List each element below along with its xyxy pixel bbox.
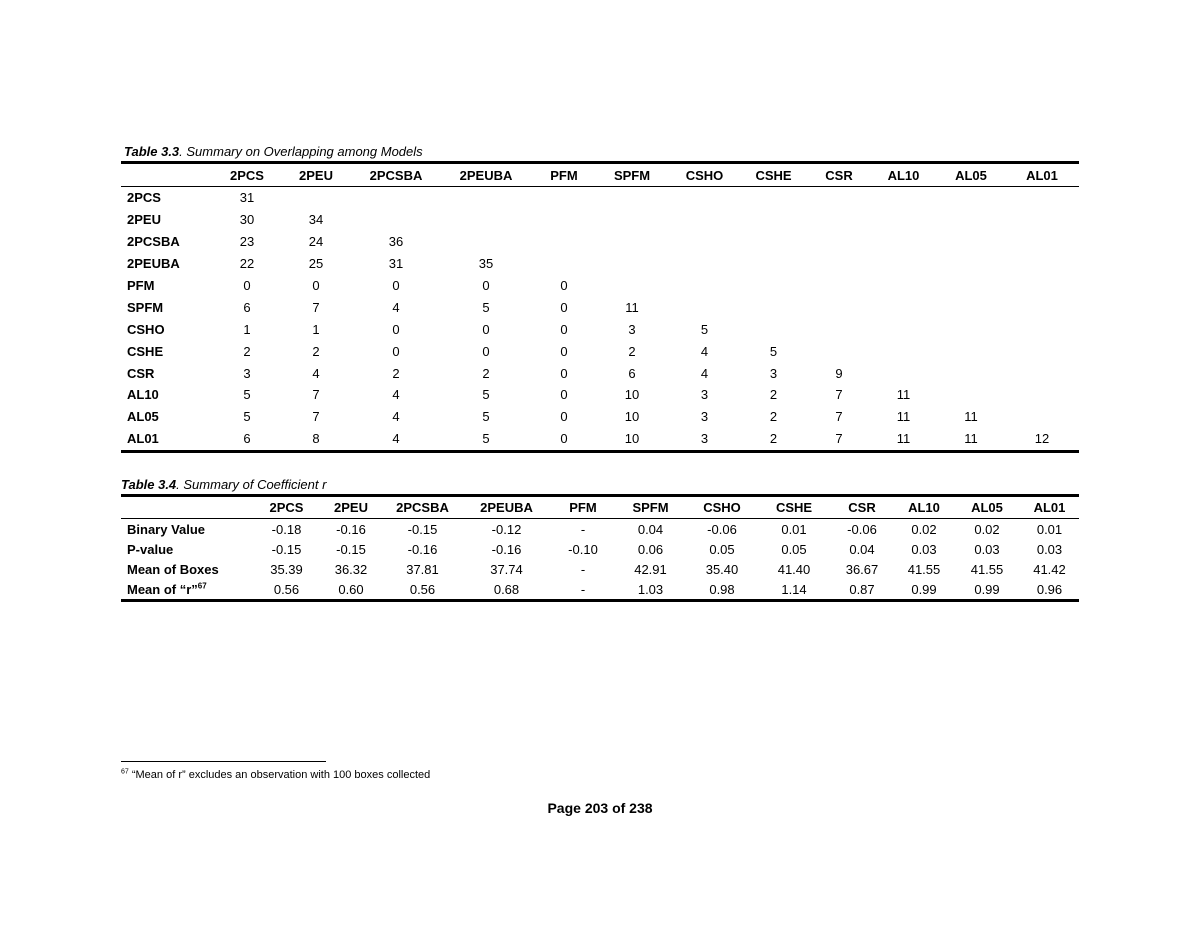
table-cell	[354, 187, 438, 209]
table-row	[121, 362, 1079, 384]
table-cell: 0.56	[273, 581, 300, 597]
table-cell: 3	[700, 431, 709, 447]
table-cell	[670, 296, 739, 318]
column-header: PFM	[534, 163, 594, 187]
table-cell: 0.05	[781, 541, 807, 557]
column-header: AL10	[894, 496, 954, 519]
table-cell: 6	[628, 365, 636, 381]
table-cell: -0.06	[847, 521, 877, 537]
table-cell: 41.40	[777, 561, 811, 577]
table-cell	[937, 275, 1005, 297]
table-cell	[438, 187, 534, 209]
column-header: 2PCSBA	[383, 496, 462, 519]
table-cell	[1005, 296, 1079, 318]
table-cell: 0	[560, 365, 568, 381]
row-label-text: AL10	[127, 387, 159, 403]
table-cell	[534, 231, 594, 253]
table-cell: 23	[239, 234, 255, 250]
table-cell: 1.03	[637, 581, 664, 597]
table-cell: -0.16	[491, 541, 522, 557]
table-cell: 41.55	[907, 561, 941, 577]
table-cell: 0	[560, 278, 568, 293]
table-cell: 3	[700, 387, 709, 403]
table-cell	[937, 340, 1005, 362]
table-cell: 11	[625, 299, 639, 315]
table-cell: 7	[312, 409, 320, 425]
table-cell: 0	[560, 431, 568, 447]
table-cell: 41.42	[1033, 561, 1066, 577]
table-cell	[594, 275, 670, 297]
table-cell	[870, 187, 937, 209]
column-header: CSHE	[739, 163, 808, 187]
row-label-text: 2PCSBA	[127, 234, 180, 250]
table-cell: -	[580, 561, 586, 577]
row-label	[121, 187, 216, 209]
table-cell: -0.06	[707, 521, 737, 537]
table-cell	[1005, 406, 1079, 428]
row-label	[121, 275, 216, 297]
table-cell	[1005, 253, 1079, 275]
column-header: AL05	[954, 496, 1020, 519]
column-header: CSR	[808, 163, 870, 187]
table-cell: 31	[239, 190, 255, 206]
table-cell	[670, 231, 739, 253]
table-cell	[739, 296, 808, 318]
table-cell	[739, 187, 808, 209]
table-cell	[870, 318, 937, 340]
table-cell: 7	[835, 431, 843, 447]
table-cell	[670, 209, 739, 231]
column-header: 2PCSBA	[354, 163, 438, 187]
table-cell: 5	[243, 387, 251, 403]
table-cell: 2	[392, 365, 400, 381]
column-header: 2PEU	[319, 496, 383, 519]
row-label-text: SPFM	[127, 299, 164, 315]
table-cell: 0.98	[709, 581, 735, 597]
table-3-4-caption	[121, 477, 326, 492]
table-cell	[808, 187, 870, 209]
table-row	[121, 539, 1079, 559]
table-cell: 11	[964, 431, 978, 447]
table-cell	[937, 318, 1005, 340]
table-cell: 11	[896, 431, 911, 447]
row-label-text: Binary Value	[127, 521, 206, 537]
column-header: CSHO	[686, 496, 758, 519]
footnote-mark: 67	[121, 768, 129, 776]
table-cell: -	[580, 581, 586, 597]
table-cell	[870, 340, 937, 362]
column-header: 2PEU	[278, 163, 354, 187]
row-label	[121, 318, 216, 340]
table-cell: 0.04	[637, 521, 664, 537]
table-cell: 5	[482, 431, 490, 447]
table-cell: 36	[388, 234, 404, 250]
table-cell: -0.16	[407, 541, 438, 557]
table-cell: 0	[560, 321, 568, 337]
table-cell: 9	[835, 365, 843, 381]
table-cell	[937, 231, 1005, 253]
table-cell: 0.02	[911, 521, 937, 537]
table-cell: 0.68	[493, 581, 520, 597]
table-cell: 0.02	[974, 521, 1000, 537]
row-label-text: 2PEU	[127, 212, 161, 228]
table-3-3-caption	[124, 144, 423, 159]
page-number: Page 203 of 238	[547, 800, 653, 816]
table-cell: 0.04	[849, 541, 875, 557]
table-cell: 22	[239, 256, 255, 272]
table-row	[121, 187, 1079, 209]
table-cell: 31	[388, 256, 404, 272]
footnote-ref: 67	[197, 581, 207, 591]
table-cell: 2	[769, 431, 778, 447]
table-cell	[808, 231, 870, 253]
row-label	[121, 384, 216, 406]
table-cell: 10	[624, 431, 640, 447]
table-cell	[670, 187, 739, 209]
table-cell	[870, 253, 937, 275]
table-cell: 11	[896, 387, 911, 403]
table-row	[121, 253, 1079, 275]
table-cell	[670, 253, 739, 275]
table-cell: 0.87	[849, 581, 875, 597]
table-row	[121, 318, 1079, 340]
table-cell: 12	[1034, 431, 1050, 447]
table-cell: 4	[700, 365, 709, 381]
table-cell	[1005, 340, 1079, 362]
table-cell: 5	[482, 387, 490, 403]
overlap-table	[121, 161, 1079, 453]
table-cell: 2	[312, 343, 320, 359]
column-header: CSHO	[670, 163, 739, 187]
table-cell: 0.01	[1036, 521, 1063, 537]
table-cell: 7	[312, 387, 320, 403]
table-cell	[870, 296, 937, 318]
table-cell: 4	[392, 387, 400, 403]
table-cell: 5	[769, 343, 778, 359]
table-cell: 0	[392, 321, 400, 337]
table-cell	[534, 253, 594, 275]
table-cell	[808, 318, 870, 340]
table-cell: 10	[624, 409, 640, 425]
table-cell	[1005, 209, 1079, 231]
table-cell: 24	[308, 234, 324, 250]
coefficient-table	[121, 494, 1079, 602]
table-cell: 35.40	[705, 561, 739, 577]
table-cell	[808, 340, 870, 362]
table-cell: 4	[392, 409, 400, 425]
table-cell: 0	[243, 278, 251, 293]
table-cell: 10	[624, 387, 640, 403]
table-cell	[438, 231, 534, 253]
table-cell: 30	[239, 212, 255, 228]
table-cell: 5	[482, 409, 490, 425]
table-cell: 1.14	[781, 581, 807, 597]
table-cell: 25	[308, 256, 324, 272]
table-cell: 2	[769, 409, 778, 425]
row-label-text: AL05	[127, 409, 159, 425]
table-cell	[937, 187, 1005, 209]
row-label-text: CSHO	[127, 321, 165, 337]
row-label	[121, 559, 254, 579]
column-header: SPFM	[615, 496, 686, 519]
table-cell	[937, 296, 1005, 318]
row-label	[121, 539, 254, 559]
table-cell	[594, 231, 670, 253]
table-cell: 5	[482, 299, 490, 315]
table-cell: 36.32	[334, 561, 368, 577]
table-cell	[1005, 275, 1079, 297]
table-cell: 0	[560, 409, 568, 425]
row-label-text: Mean of Boxes	[127, 561, 219, 577]
table-cell	[1005, 187, 1079, 209]
column-header: CSR	[830, 496, 894, 519]
row-label-text: CSHE	[127, 343, 164, 359]
table-cell: 2	[482, 365, 490, 381]
table-row	[121, 384, 1079, 406]
table-cell: 0	[392, 278, 400, 293]
table-cell: 37.74	[490, 561, 523, 577]
table-cell: 0.56	[409, 581, 436, 597]
table-cell: -0.18	[271, 521, 302, 537]
table-row	[121, 406, 1079, 428]
table-row	[121, 579, 1079, 601]
table-cell: 2	[628, 343, 636, 359]
footnote	[121, 769, 430, 781]
table-cell: 11	[964, 409, 978, 425]
table-cell: 4	[700, 343, 709, 359]
coefficient-table-header	[121, 496, 1079, 519]
column-header: 2PCS	[254, 496, 319, 519]
row-label	[121, 231, 216, 253]
table-cell: 5	[243, 409, 251, 425]
table-3-3-caption-lead: Table 3.3	[124, 144, 180, 159]
table-cell: 0.03	[911, 541, 937, 557]
table-cell	[808, 209, 870, 231]
table-cell: 42.91	[634, 561, 667, 577]
table-cell: 0	[560, 387, 568, 403]
table-cell: -0.15	[407, 521, 438, 537]
table-cell	[438, 209, 534, 231]
table-cell	[937, 209, 1005, 231]
table-cell: 0.99	[911, 581, 937, 597]
row-label	[121, 428, 216, 451]
table-cell	[1005, 318, 1079, 340]
table-cell: 7	[835, 387, 843, 403]
row-label-text: Mean of “r”	[127, 581, 198, 597]
header-corner	[121, 496, 254, 519]
row-label-text: AL01	[127, 431, 159, 447]
column-header: SPFM	[594, 163, 670, 187]
table-cell: 11	[896, 409, 911, 425]
table-cell: -0.12	[491, 521, 522, 537]
table-cell: 4	[392, 431, 400, 447]
column-header: AL05	[937, 163, 1005, 187]
column-header: 2PCS	[216, 163, 278, 187]
header-corner	[121, 163, 216, 187]
table-cell: 37.81	[406, 561, 439, 577]
table-cell: 0	[560, 343, 568, 359]
row-label-text: 2PEUBA	[127, 256, 180, 272]
table-cell	[870, 209, 937, 231]
table-3-4-caption-rest: . Summary of Coefficient r	[176, 477, 327, 492]
table-row	[121, 559, 1079, 579]
table-cell: 0	[560, 299, 568, 315]
table-cell: 0.05	[709, 541, 735, 557]
table-cell: 6	[243, 431, 251, 447]
table-cell: 0	[312, 278, 320, 293]
table-cell: 0	[482, 343, 490, 359]
column-header: AL01	[1020, 496, 1079, 519]
row-label	[121, 340, 216, 362]
table-cell	[278, 187, 354, 209]
table-row	[121, 340, 1079, 362]
row-label	[121, 362, 216, 384]
table-cell	[1005, 231, 1079, 253]
table-cell: -0.15	[336, 541, 366, 557]
table-cell	[937, 384, 1005, 406]
table-3-4-caption-lead: Table 3.4	[121, 477, 177, 492]
table-row	[121, 209, 1079, 231]
table-cell: -0.15	[271, 541, 302, 557]
table-cell: 0.06	[637, 541, 664, 557]
row-label	[121, 579, 254, 601]
row-label	[121, 296, 216, 318]
table-cell: -0.10	[568, 541, 598, 557]
table-cell: 3	[243, 365, 251, 381]
table-cell	[808, 296, 870, 318]
row-label-text: 2PCS	[127, 190, 161, 206]
table-3-3-caption-rest: . Summary on Overlapping among Models	[179, 144, 423, 159]
table-cell	[1005, 362, 1079, 384]
column-header: 2PEUBA	[438, 163, 534, 187]
table-cell	[670, 275, 739, 297]
table-cell	[739, 253, 808, 275]
table-cell: 7	[835, 409, 843, 425]
table-cell: -	[580, 521, 586, 537]
table-cell	[937, 253, 1005, 275]
table-cell: 0.03	[974, 541, 1000, 557]
table-row	[121, 296, 1079, 318]
table-cell	[870, 231, 937, 253]
table-cell: 7	[312, 299, 320, 315]
table-cell	[739, 209, 808, 231]
table-cell: 2	[769, 387, 778, 403]
row-label-text: PFM	[127, 278, 155, 293]
column-header: AL10	[870, 163, 937, 187]
table-cell	[594, 253, 670, 275]
table-cell: 6	[243, 299, 251, 315]
table-cell: 0	[482, 321, 490, 337]
table-cell	[354, 209, 438, 231]
table-cell: 41.55	[970, 561, 1004, 577]
row-label	[121, 519, 254, 540]
column-header: 2PEUBA	[462, 496, 551, 519]
table-cell: 35	[478, 256, 494, 272]
table-cell: 2	[243, 343, 251, 359]
table-cell	[808, 253, 870, 275]
table-cell	[870, 275, 937, 297]
table-cell: 3	[700, 409, 709, 425]
table-cell: 3	[628, 321, 636, 337]
table-cell	[534, 209, 594, 231]
table-cell	[739, 318, 808, 340]
table-cell	[534, 187, 594, 209]
table-cell: 34	[308, 212, 324, 228]
column-header: AL01	[1005, 163, 1079, 187]
table-row	[121, 428, 1079, 451]
table-cell	[870, 362, 937, 384]
footnote-text: “Mean of r” excludes an observation with 100 boxes collected	[128, 769, 431, 781]
table-row	[121, 231, 1079, 253]
table-cell: 3	[769, 365, 778, 381]
table-cell	[594, 187, 670, 209]
table-row	[121, 275, 1079, 297]
table-cell	[808, 275, 870, 297]
table-cell: 8	[312, 431, 320, 447]
table-cell	[1005, 384, 1079, 406]
table-cell: 4	[312, 365, 320, 381]
table-cell: 0.60	[338, 581, 364, 597]
table-cell	[937, 362, 1005, 384]
table-cell: 35.39	[270, 561, 303, 577]
column-header: PFM	[551, 496, 615, 519]
column-header: CSHE	[758, 496, 830, 519]
table-cell: 36.67	[845, 561, 879, 577]
table-cell: 0.96	[1036, 581, 1063, 597]
table-cell: 1	[243, 321, 251, 337]
row-label-text: P-value	[127, 541, 174, 557]
table-cell	[594, 209, 670, 231]
row-label-text: CSR	[127, 365, 155, 381]
overlap-table-header	[121, 163, 1079, 187]
table-cell	[739, 275, 808, 297]
table-cell: 0.01	[781, 521, 807, 537]
table-cell: 0	[392, 343, 400, 359]
row-label	[121, 406, 216, 428]
row-label	[121, 209, 216, 231]
table-cell: 0.99	[974, 581, 1000, 597]
table-row	[121, 519, 1079, 540]
table-cell: 5	[700, 321, 709, 337]
table-cell	[739, 231, 808, 253]
table-cell: 0	[482, 278, 490, 293]
table-cell: -0.16	[336, 521, 366, 537]
footnote-rule	[121, 761, 326, 762]
table-cell: 0.03	[1036, 541, 1063, 557]
table-cell: 1	[312, 321, 320, 337]
row-label	[121, 253, 216, 275]
table-cell: 4	[392, 299, 400, 315]
